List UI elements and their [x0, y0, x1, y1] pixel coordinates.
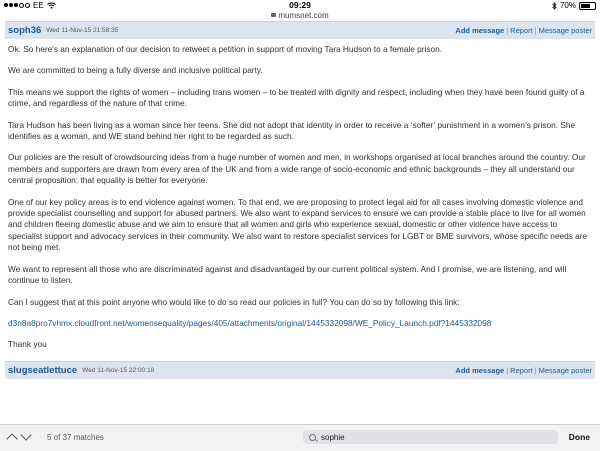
add-message-link[interactable]: Add message — [455, 365, 505, 375]
lock-icon — [271, 13, 276, 17]
post-date: Wed 11-Nov-15 22:00:18 — [82, 366, 155, 374]
battery-area — [552, 0, 596, 11]
next-match-icon[interactable] — [20, 429, 31, 440]
find-in-page-bar — [0, 424, 600, 451]
post-body — [0, 39, 600, 351]
post-paragraph: Our policies are the result of crowdsourcing ideas from a huge number of women and men, in workshops organised at local branches around the country. Our members and supporters are drawn from every area of the UK and from a wide range of socio-economic and ethnic backgrounds – they all understand our central proposition: that equality is better for everyone. — [8, 152, 586, 186]
post-paragraph: This means we support the rights of women – including trans women – to be treated with dignity and respect, including when they have been found guilty of a crime, and regardless of the nature of that crime. — [8, 86, 585, 109]
separator: | — [534, 365, 537, 375]
separator: | — [534, 26, 537, 35]
previous-match-icon[interactable] — [6, 433, 17, 444]
post-paragraph: We are committed to being a fully diverse and inclusive political party. — [8, 65, 263, 76]
post-paragraph: We want to represent all those who are discriminated against and disadvantaged by our current political system. And I promise, we are listening, and will continue to listen. — [8, 263, 567, 286]
match-navigation — [8, 432, 30, 443]
separator: | — [506, 26, 509, 35]
report-link[interactable]: Report — [510, 365, 533, 375]
post-signoff: Thank you — [8, 339, 47, 350]
bluetooth-icon — [552, 2, 557, 10]
match-count: 5 of 37 matches — [47, 433, 104, 442]
post-paragraph: One of our key policy areas is to end violence against women. To that end, we are proposing to protect legal aid for all cases involving domestic violence and provide specialist counselling and support for abused partners. We also want to expand services to ensure we can provide a stable place to live for all women and children fleeing domestic abuse and we aim to ensure that all women and girls who experience sexual, domestic or other violence have access to specialist support and advocacy services in their community. We also want to restore specialist services for LGBT or BME survivors, whose specific needs are not being met. — [8, 196, 588, 253]
find-search-box[interactable] — [303, 430, 558, 444]
thread-page — [0, 21, 600, 424]
policy-pdf-link[interactable]: d3n8a8pro7vhmx.cloudfront.net/womensequality/pages/405/attachments/original/1445332098/WE_Policy_Launch.pdf?1445332098 — [8, 317, 492, 328]
carrier-name: EE — [33, 1, 44, 10]
report-link[interactable]: Report — [510, 26, 533, 35]
post-header — [5, 361, 595, 379]
add-message-link[interactable]: Add message — [455, 26, 505, 35]
post-paragraph: Tara Hudson has been living as a woman since her teens. She did not adopt that identity in order to receive a ‘softer’ punishment in a women’s prison. She identifies as a woman, and WE stand behind her right to be regarded as such. — [8, 119, 576, 142]
address-bar[interactable] — [0, 11, 600, 21]
battery-icon — [579, 2, 596, 10]
separator: | — [506, 365, 509, 375]
post-username[interactable]: soph36 — [8, 25, 42, 36]
post-actions — [455, 366, 592, 375]
message-poster-link[interactable]: Message poster — [538, 365, 592, 375]
message-poster-link[interactable]: Message poster — [538, 26, 592, 35]
clock: 09:29 — [289, 0, 311, 10]
post-date: Wed 11-Nov-15 21:58:35 — [46, 27, 119, 34]
status-bar — [0, 0, 600, 11]
battery-percent: 70% — [559, 1, 576, 10]
post-paragraph: Ok. So here's an explanation of our decision to retweet a petition in support of moving Tara Hudson to a female prison. — [8, 44, 443, 54]
post-actions — [455, 26, 592, 35]
url-text: mumsnet.com — [278, 11, 329, 20]
search-icon — [309, 434, 316, 441]
post-username[interactable]: slugseatlettuce — [8, 364, 78, 376]
find-input[interactable] — [321, 433, 521, 442]
done-button[interactable]: Done — [568, 432, 590, 442]
post-paragraph: Can I suggest that at this point anyone who would like to do so read our policies in full? You can do so by following this link: — [8, 296, 460, 307]
post-header — [5, 21, 595, 39]
